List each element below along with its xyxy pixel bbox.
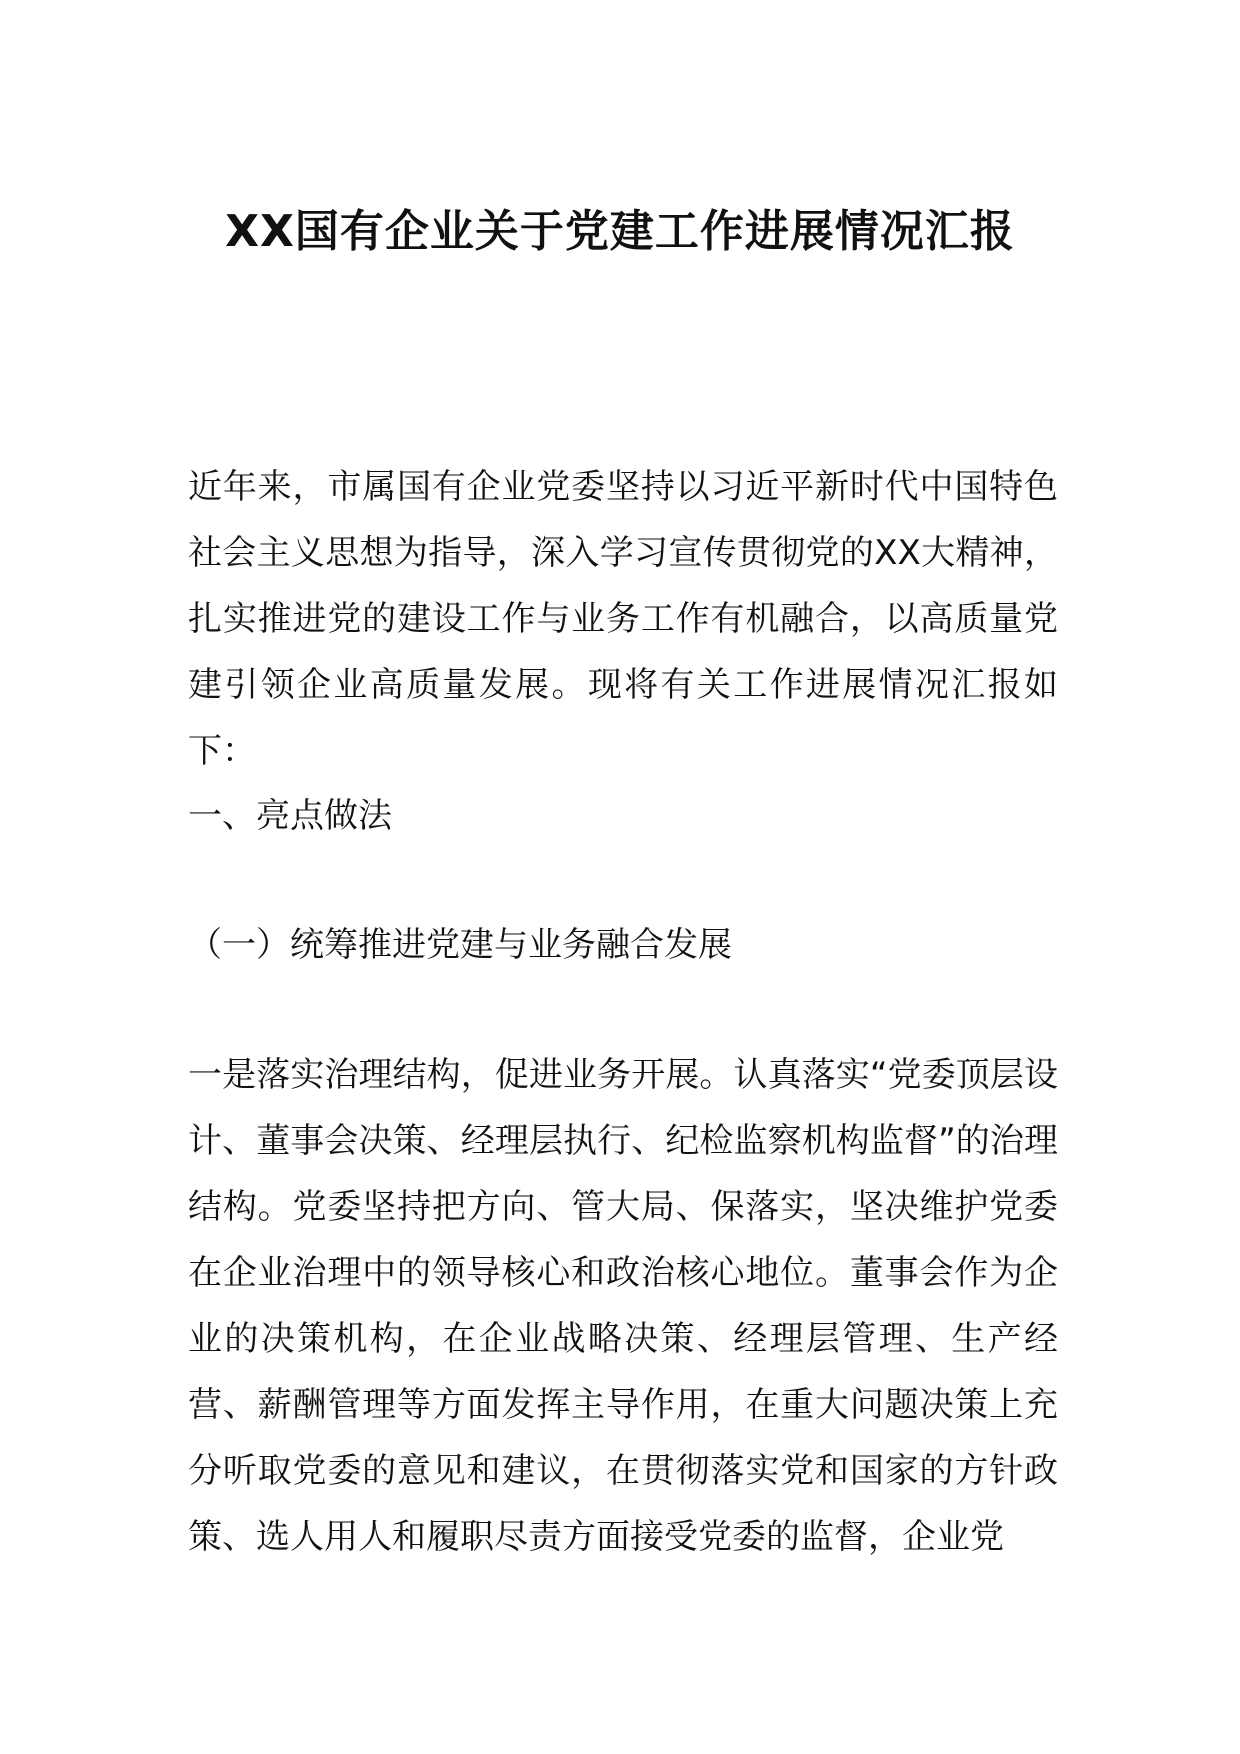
subsection-heading: （一）统筹推进党建与业务融合发展 xyxy=(188,925,732,965)
section-heading: 一、亮点做法 xyxy=(188,796,392,836)
intro-paragraph: 近年来，市属国有企业党委坚持以习近平新时代中国特色社会主义思想为指导，深入学习宣传贯彻党的XX大精神，扎实推进党的建设工作与业务工作有机融合，以高质量党建引领企业高质量发展。现将有关工作进展情况汇报如下： xyxy=(188,467,1058,771)
document-title: XX国有企业关于党建工作进展情况汇报 xyxy=(225,206,1015,257)
body-paragraph: 一是落实治理结构，促进业务开展。认真落实“党委顶层设计、董事会决策、经理层执行、纪检监察机构监督”的治理结构。党委坚持把方向、管大局、保落实，坚决维护党委在企业治理中的领导核心和政治核心地位。董事会作为企业的决策机构，在企业战略决策、经理层管理、生产经营、薪酬管理等方面发挥主导作用，在重大问题决策上充分听取党委的意见和建议，在贯彻落实党和国家的方针政策、选人用人和履职尽责方面接受党委的监督，企业党 xyxy=(188,1055,1058,1557)
